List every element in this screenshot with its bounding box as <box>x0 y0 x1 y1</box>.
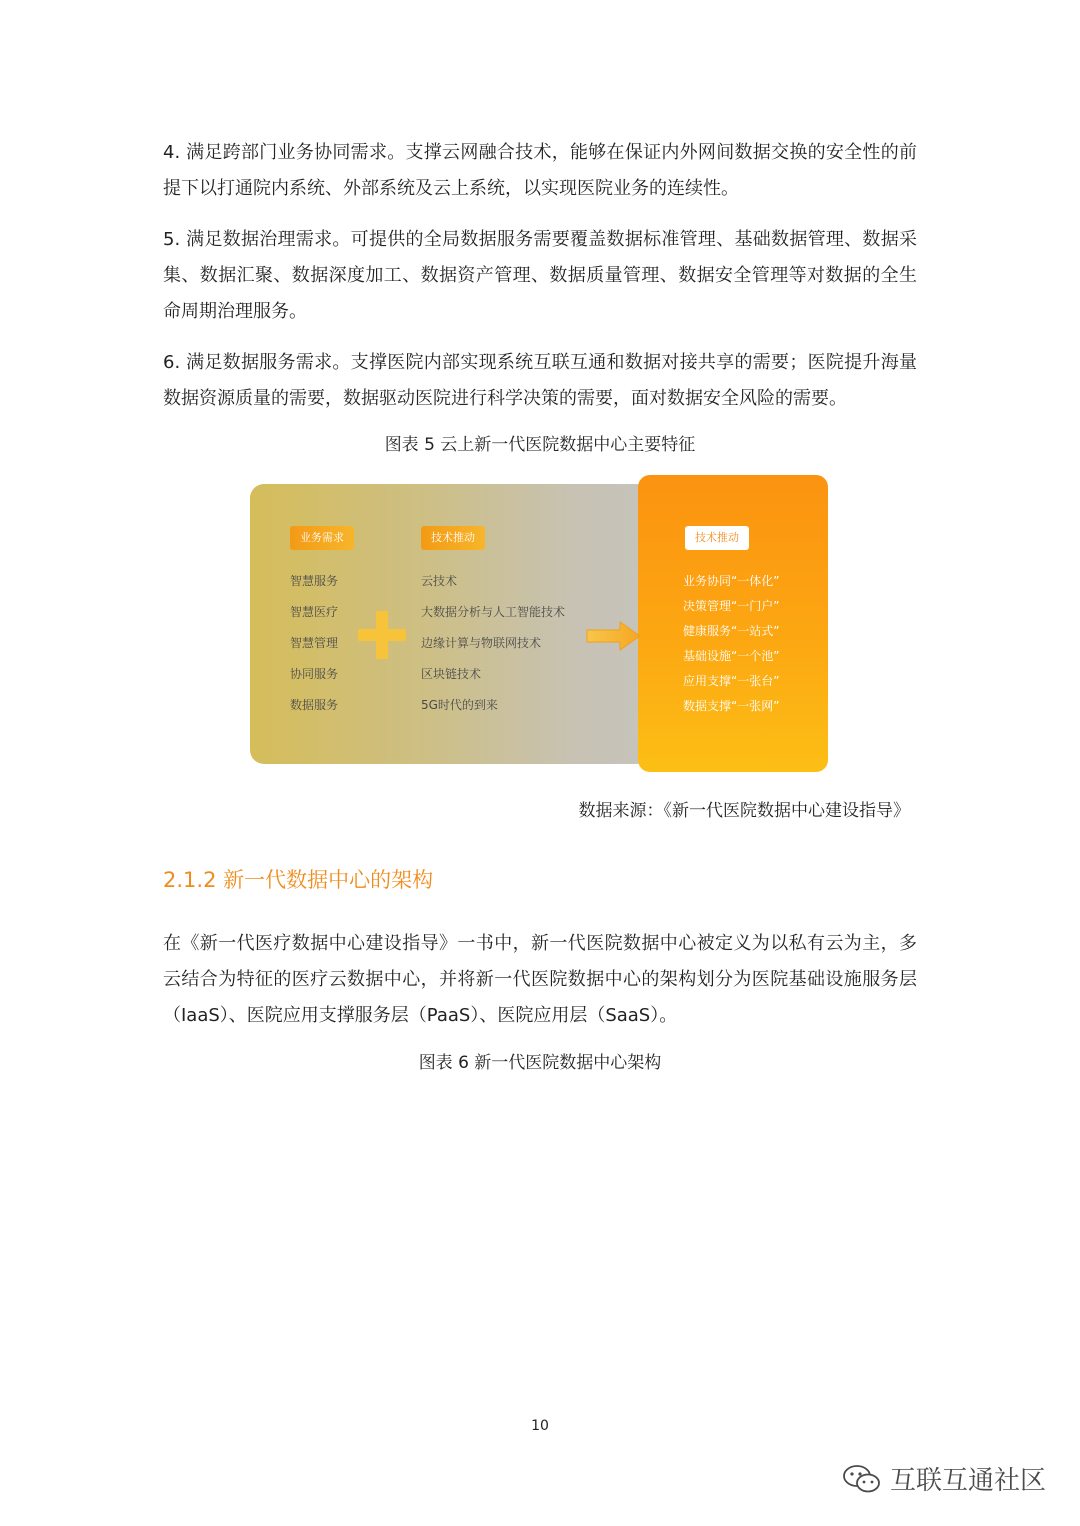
business-demand-list <box>290 566 338 721</box>
arrow-right-icon <box>586 621 642 651</box>
list-item: 智慧医疗 <box>290 605 339 619</box>
section-heading: 2.1.2 新一代数据中心的架构 <box>163 868 434 892</box>
page-number: 10 <box>531 1418 549 1434</box>
paragraph-6: 6. 满足数据服务需求。支撑医院内部实现系统互联互通和数据对接共享的需要；医院提升海量数据资源质量的需要，数据驱动医院进行科学决策的需要，面对数据安全风险的需要。 <box>163 352 917 409</box>
list-item: 大数据分析与人工智能技术 <box>421 605 566 619</box>
list-item: 5G时代的到来 <box>421 698 498 712</box>
list-item: 基础设施“一个池” <box>683 649 780 663</box>
list-item: 边缘计算与物联网技术 <box>421 636 542 650</box>
paragraph-5: 5. 满足数据治理需求。可提供的全局数据服务需要覆盖数据标准管理、基础数据管理、数据采集、数据汇聚、数据深度加工、数据资产管理、数据质量管理、数据安全管理等对数据的全生命周期治理服务。 <box>163 229 917 322</box>
watermark-text: 互联互通社区 <box>889 1466 1046 1496</box>
section-paragraph: 在《新一代医疗数据中心建设指导》一书中，新一代医院数据中心被定义为以私有云为主，多云结合为特征的医疗云数据中心，并将新一代医院数据中心的架构划分为医院基础设施服务层（IaaS）、医院应用支撑服务层（PaaS）、医院应用层（SaaS）。 <box>163 933 917 1026</box>
list-item: 健康服务“一站式” <box>683 624 780 638</box>
plus-icon-vertical <box>376 611 388 659</box>
figure-5-caption: 图表 5 云上新一代医院数据中心主要特征 <box>384 435 696 455</box>
tech-result-list <box>683 569 779 719</box>
list-item: 区块链技术 <box>421 667 482 681</box>
list-item: 智慧管理 <box>290 636 339 650</box>
paragraph-4: 4. 满足跨部门业务协同需求。支撑云网融合技术，能够在保证内外网间数据交换的安全性的前提下以打通院内系统、外部系统及云上系统，以实现医院业务的连续性。 <box>163 142 917 199</box>
list-item: 业务协同“一体化” <box>683 574 780 588</box>
figure-5 <box>250 475 830 775</box>
list-item: 协同服务 <box>290 667 339 681</box>
wechat-icon <box>842 1464 882 1494</box>
list-item: 数据服务 <box>290 698 339 712</box>
figure-5-source: 数据来源：《新一代医院数据中心建设指导》 <box>578 801 910 821</box>
figure-6-caption: 图表 6 新一代医院数据中心架构 <box>418 1053 662 1073</box>
tech-drive-list <box>421 566 565 721</box>
list-item: 应用支撑“一张台” <box>683 674 780 688</box>
tag-tech-drive-result: 技术推动 <box>685 526 749 550</box>
watermark <box>842 1460 1046 1497</box>
tag-tech-drive: 技术推动 <box>421 526 485 550</box>
list-item: 智慧服务 <box>290 574 339 588</box>
tag-business-demand: 业务需求 <box>290 526 354 550</box>
list-item: 云技术 <box>421 574 458 588</box>
list-item: 数据支撑“一张网” <box>683 699 780 713</box>
list-item: 决策管理“一门户” <box>683 599 780 613</box>
